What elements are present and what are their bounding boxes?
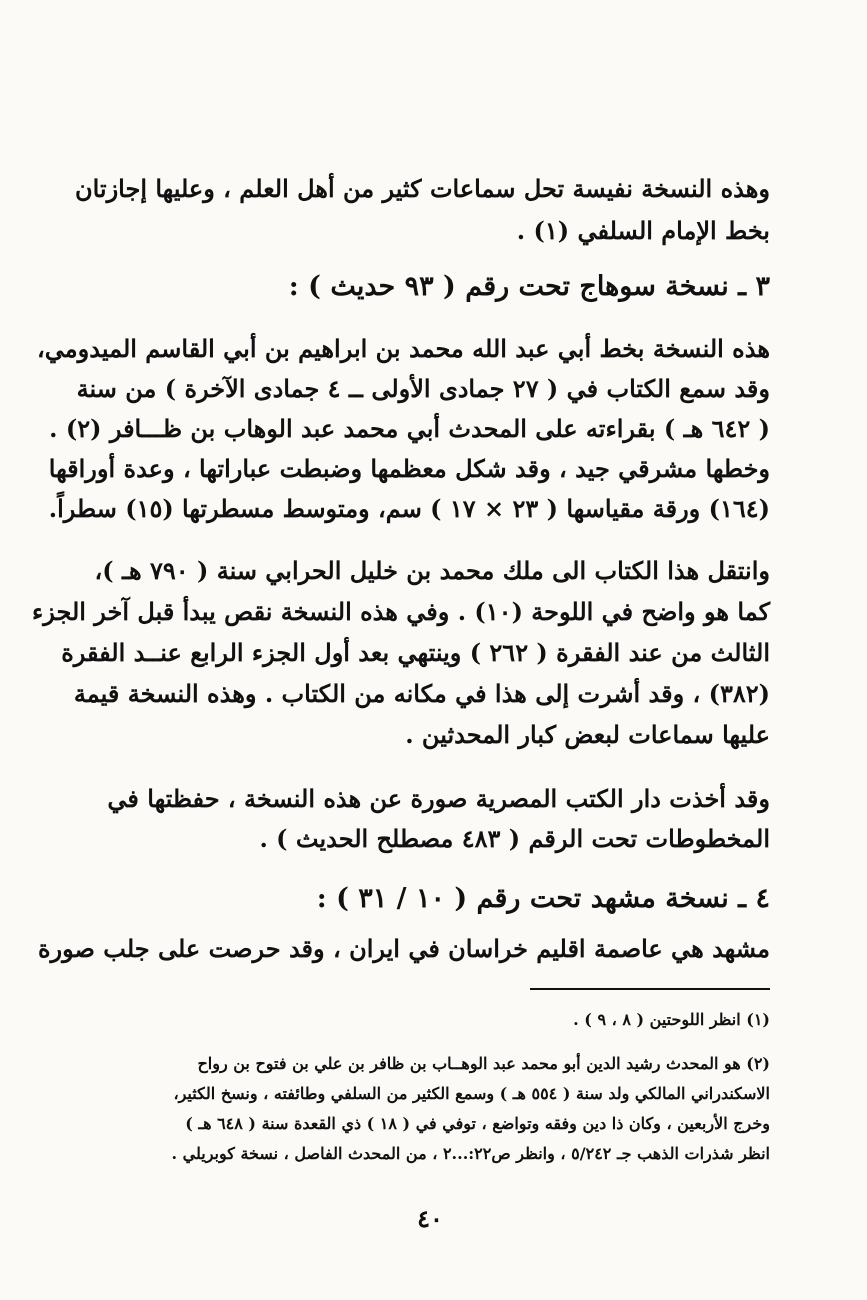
paragraph-1-line-1: وهذه النسخة نفيسة تحل سماعات كثير من أهل العلم ، وعليها إجازتان (74, 174, 770, 203)
paragraph-3-line-1: وانتقل هذا الكتاب الى ملك محمد بن خليل الحرابي سنة ( ٧٩٠ هـ )، (94, 556, 770, 585)
paragraph-4-line-1: وقد أخذت دار الكتب المصرية صورة عن هذه النسخة ، حفظتها في (107, 784, 770, 813)
paragraph-5-line-1: مشهد هي عاصمة اقليم خراسان في ايران ، وقد حرصت على جلب صورة (37, 934, 770, 963)
footnote-2-line-3: وخرج الأربعين ، وكان ذا دين وفقه وتواضع ، توفي في ( ١٨ ) ذي القعدة سنة ( ٦٤٨ هـ ) (185, 1114, 770, 1133)
paragraph-2-line-2: وقد سمع الكتاب في ( ٢٧ جمادى الأولى ــ ٤ جمادى الآخرة ) من سنة (76, 374, 770, 403)
footnote-2-line-2: الاسكندراني المالكي ولد سنة ( ٥٥٤ هـ ) وسمع الكثير من السلفي وطائفته ، ونسخ الكثير، (173, 1084, 770, 1103)
paragraph-2-line-3: ( ٦٤٢ هـ ) بقراءته على المحدث أبي محمد عبد الوهاب بن ظـــافر (٢) . (49, 414, 770, 443)
paragraph-3-line-3: الثالث من عند الفقرة ( ٢٦٢ ) وينتهي بعد أول الجزء الرابع عنــد الفقرة (61, 638, 770, 667)
footnote-divider (530, 988, 770, 990)
footnote-2-line-1: (٢) هو المحدث رشيد الدين أبو محمد عبد الوهــاب بن ظافر بن علي بن فتوح بن رواح (197, 1054, 770, 1073)
page-number: ٤٠ (417, 1204, 443, 1233)
paragraph-3-line-4: (٣٨٢) ، وقد أشرت إلى هذا في مكانه من الكتاب . وهذه النسخة قيمة (73, 679, 770, 708)
footnote-2-line-4: انظر شذرات الذهب جـ ٥/٢٤٢ ، وانظر ص٢٢:...٢ ، من المحدث الفاصل ، نسخة كوبريلي . (171, 1144, 770, 1163)
paragraph-2-line-4: وخطها مشرقي جيد ، وقد شكل معظمها وضبطت عباراتها ، وعدة أوراقها (48, 454, 770, 483)
paragraph-1-line-2: بخط الإمام السلفي (١) . (516, 216, 770, 245)
section-heading-4: ٤ ـ نسخة مشهد تحت رقم ( ١٠ / ٣١ ) : (316, 883, 770, 914)
paragraph-2-line-5: (١٦٤) ورقة مقياسها ( ٢٣ × ١٧ ) سم، ومتوسط مسطرتها (١٥) سطراً. (48, 494, 770, 523)
footnote-1: (١) انظر اللوحتين ( ٨ ، ٩ ) . (573, 1010, 770, 1029)
paragraph-2-line-1: هذه النسخة بخط أبي عبد الله محمد بن ابراهيم بن أبي القاسم الميدومي، (37, 334, 770, 363)
section-heading-3: ٣ ـ نسخة سوهاج تحت رقم ( ٩٣ حديث ) : (288, 271, 770, 302)
paragraph-3-line-5: عليها سماعات لبعض كبار المحدثين . (405, 720, 770, 749)
book-page (31, 150, 770, 1250)
paragraph-3-line-2: كما هو واضح في اللوحة (١٠) . وفي هذه النسخة نقص يبدأ قبل آخر الجزء (31, 597, 770, 626)
paragraph-4-line-2: المخطوطات تحت الرقم ( ٤٨٣ مصطلح الحديث ) . (259, 824, 770, 853)
